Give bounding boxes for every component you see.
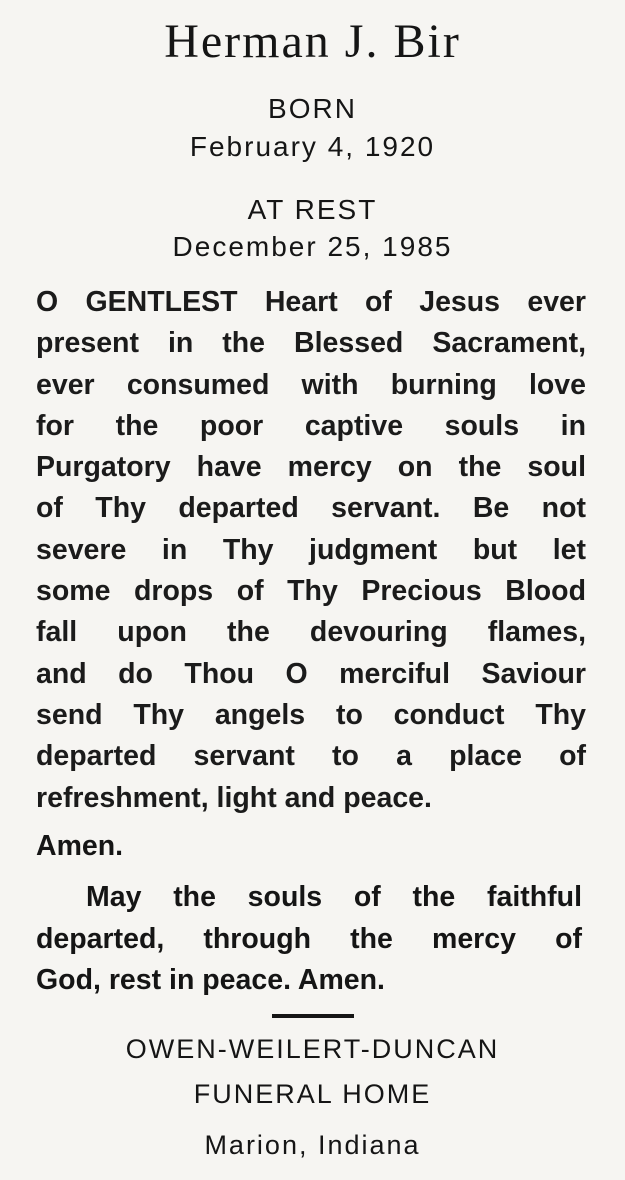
born-label: BORN (268, 93, 357, 124)
at-rest-label: AT REST (247, 194, 378, 225)
blessing-line: May the souls of the faithful (86, 881, 582, 913)
prayer-text (36, 282, 586, 819)
prayer-line: Purgatory have mercy on the soul (36, 451, 586, 484)
prayer-line: send Thy angels to conduct Thy (36, 698, 586, 731)
prayer-line: present in the Blessed Sacrament, (36, 327, 586, 360)
prayer-line: O GENTLEST Heart of Jesus ever (36, 286, 586, 318)
prayer-line: severe in Thy judgment but let (36, 533, 586, 566)
prayer-line: for the poor captive souls in (36, 409, 586, 442)
prayer-line: ever consumed with burning love (36, 368, 586, 401)
blessing-line: God, rest in peace. Amen. (36, 964, 385, 996)
prayer-line: departed servant to a place of (36, 740, 586, 773)
divider-rule (272, 1014, 354, 1018)
prayer-line: and do Thou O merciful Saviour (36, 657, 586, 690)
deceased-name: Herman J. Bir (164, 15, 461, 68)
amen-text: Amen. (36, 830, 124, 862)
blessing-text (36, 877, 582, 1002)
prayer-line: some drops of Thy Precious Blood (36, 575, 586, 608)
born-date: February 4, 1920 (189, 131, 436, 162)
funeral-home-name-line1: OWEN-WEILERT-DUNCAN (125, 1034, 500, 1064)
funeral-home-location: Marion, Indiana (204, 1130, 421, 1160)
prayer-line: refreshment, light and peace. (36, 781, 432, 814)
at-rest-date: December 25, 1985 (172, 231, 453, 262)
funeral-home-name-line2: FUNERAL HOME (193, 1079, 432, 1109)
blessing-line: departed, through the mercy of (36, 922, 582, 955)
prayer-line: of Thy departed servant. Be not (36, 492, 586, 525)
prayer-line: fall upon the devouring flames, (36, 616, 586, 649)
